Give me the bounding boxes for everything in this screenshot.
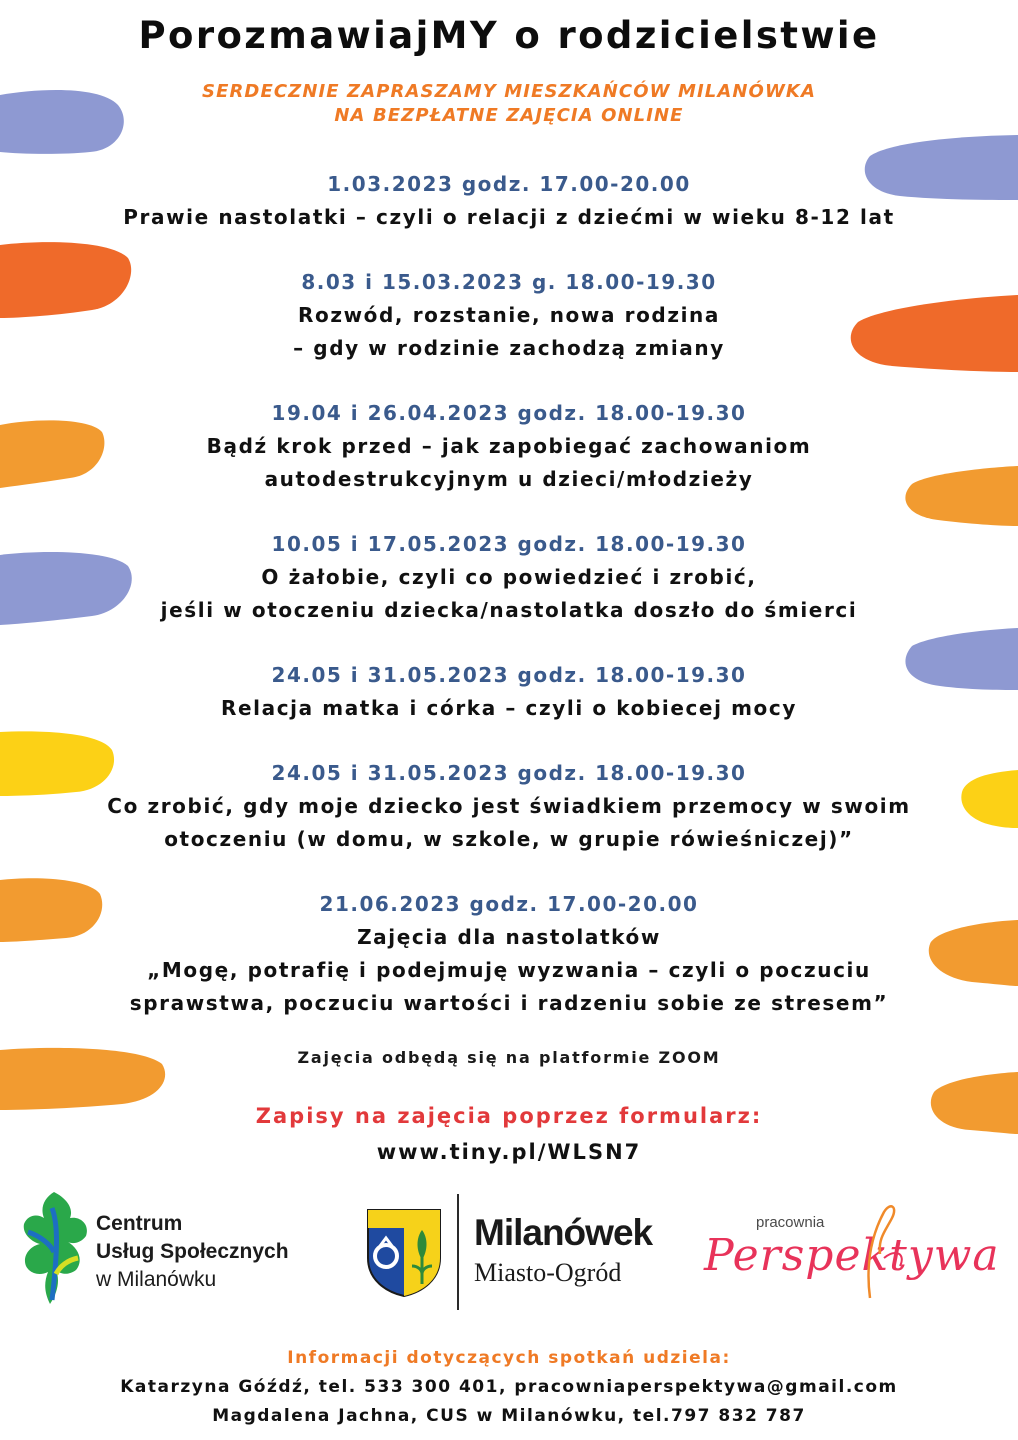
event-topic: Prawie nastolatki – czyli o relacji z dziećmi w wieku 8-12 lat [123,205,895,229]
signup-label: Zapisy na zajęcia poprzez formularz: [255,1104,763,1128]
poster-title: PorozmawiajMY o rodzicielstwie [138,14,880,57]
event-date: 24.05 i 31.05.2023 godz. 18.00-19.30 [271,761,747,785]
event-2 [0,266,1018,365]
cus-logo-line-1: Centrum [96,1212,183,1235]
event-6 [0,757,1018,856]
cus-logo-text [96,1210,289,1294]
event-topic: O żałobie, czyli co powiedzieć i zrobić, [261,565,757,589]
event-4 [0,528,1018,627]
event-5 [0,659,1018,725]
event-date: 24.05 i 31.05.2023 godz. 18.00-19.30 [271,663,747,687]
event-topic: – gdy w rodzinie zachodzą zmiany [293,336,725,360]
event-date: 8.03 i 15.03.2023 g. 18.00-19.30 [301,270,717,294]
cus-logo-line-3: w Milanówku [96,1268,217,1291]
event-topic: Co zrobić, gdy moje dziecko jest świadkiem przemocy w swoim [107,794,911,818]
event-date: 21.06.2023 godz. 17.00-20.00 [319,892,699,916]
event-topic: Bądź krok przed – jak zapobiegać zachowaniom [206,434,812,458]
logo-divider [457,1194,459,1310]
contact-heading: Informacji dotyczących spotkań udziela: [287,1348,731,1368]
cus-logo [14,1188,334,1308]
milanowek-name: Milanówek [474,1212,653,1253]
signup-link[interactable]: www.tiny.pl/WLSN7 [376,1140,642,1164]
event-topic: otoczeniu (w domu, w szkole, w grupie rówieśniczej)” [164,827,854,851]
event-3 [0,397,1018,496]
subtitle-line-2: NA BEZPŁATNE ZAJĘCIA ONLINE [334,105,684,126]
milanowek-subtitle: Miasto-Ogród [474,1258,622,1287]
event-topic: Rozwód, rozstanie, nowa rodzina [298,303,720,327]
event-topic: Relacja matka i córka – czyli o kobiecej mocy [220,696,797,720]
event-date: 1.03.2023 godz. 17.00-20.00 [327,172,691,196]
cus-logo-line-2: Usług Społecznych [96,1240,289,1263]
event-date: 19.04 i 26.04.2023 godz. 18.00-19.30 [271,401,747,425]
pracownia-perspektywa-logo [700,1192,1000,1316]
platform-note: Zajęcia odbędą się na platformie ZOOM [297,1048,721,1067]
perspektywa-script: Perspektywa [704,1230,1000,1281]
contact-line-2: Magdalena Jachna, CUS w Milanówku, tel.797 832 787 [212,1406,806,1426]
event-7 [0,888,1018,1020]
contact-line-1: Katarzyna Góźdź, tel. 533 300 401, pracowniaperspektywa@gmail.com [120,1377,898,1397]
oak-leaf-icon [14,1188,94,1308]
subtitle-line-1: SERDECZNIE ZAPRASZAMY MIESZKAŃCÓW MILANÓWKA [202,81,816,102]
event-topic: „Mogę, potrafię i podejmuję wyzwania – czyli o poczuciu [147,958,871,982]
coat-of-arms-icon [366,1208,442,1298]
event-topic: sprawstwa, poczuciu wartości i radzeniu sobie ze stresem” [129,991,889,1015]
pracownia-label: pracownia [756,1214,825,1231]
flourish-icon [840,1198,920,1308]
event-topic: jeśli w otoczeniu dziecka/nastolatka doszło do śmierci [160,598,858,622]
event-topic: Zajęcia dla nastolatków [357,925,661,949]
milanowek-logo [366,1190,666,1314]
invitation-subtitle [0,80,1018,128]
event-1 [0,168,1018,234]
event-date: 10.05 i 17.05.2023 godz. 18.00-19.30 [271,532,747,556]
event-topic: autodestrukcyjnym u dzieci/młodzieży [264,467,754,491]
